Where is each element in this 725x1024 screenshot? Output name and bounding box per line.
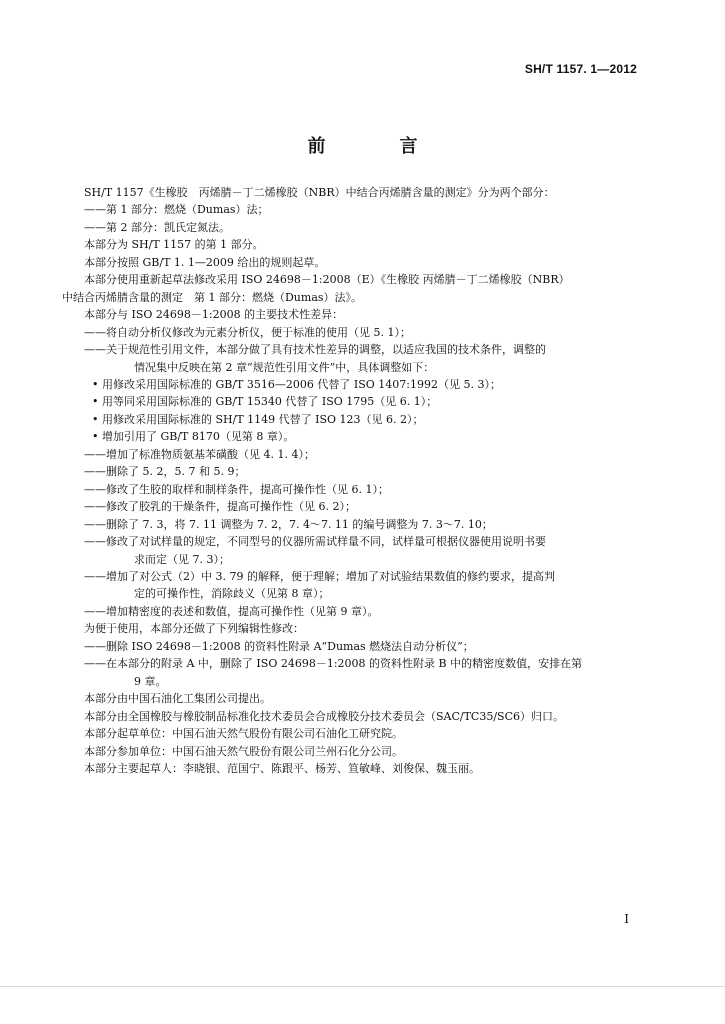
text-line: ——删除了 7. 3，将 7. 11 调整为 7. 2，7. 4～7. 11 的编号调整为 7. 3～7. 10； [84, 517, 493, 531]
text-line: ——修改了对试样量的规定，不同型号的仪器所需试样量不同，试样量可根据仪器使用说明书要 [84, 535, 546, 549]
text-line: • 增加引用了 GB/T 8170（见第 8 章）。 [92, 430, 295, 444]
text-line: • 用修改采用国际标准的 SH/T 1149 代替了 ISO 123（见 6. 2）； [92, 412, 424, 426]
text-line: SH/T 1157《生橡胶 丙烯腈－丁二烯橡胶（NBR）中结合丙烯腈含量的测定》分为两个部分： [84, 186, 555, 199]
text-line: ——关于规范性引用文件，本部分做了具有技术性差异的调整，以适应我国的技术条件，调整的 [84, 343, 546, 357]
text-line: 9 章。 [134, 674, 167, 688]
text-line: 本部分由全国橡胶与橡胶制品标准化技术委员会合成橡胶分技术委员会（SAC/TC35/SC6）归口。 [84, 709, 565, 723]
text-line: 本部分使用重新起草法修改采用 ISO 24698－1:2008（E）《生橡胶 丙烯腈－丁二烯橡胶（NBR） [84, 273, 570, 287]
text-line: ——修改了生胶的取样和制样条件，提高可操作性（见 6. 1）； [84, 482, 389, 496]
text-line: • 用等同采用国际标准的 GB/T 15340 代替了 ISO 1795（见 6. 1）； [92, 395, 438, 409]
text-line: ——第 2 部分：凯氏定氮法。 [84, 220, 230, 234]
text-line: 本部分主要起草人：李晓银、范国宁、陈跟平、杨芳、笪敏峰、刘俊保、魏玉丽。 [84, 761, 480, 775]
text-line: 本部分按照 GB/T 1. 1—2009 给出的规则起草。 [84, 255, 326, 269]
page-title: 前 言 [307, 136, 446, 157]
text-line: 本部分起草单位：中国石油天然气股份有限公司石油化工研究院。 [84, 727, 403, 741]
text-line: ——删除了 5. 2，5. 7 和 5. 9； [84, 465, 246, 479]
text-line: ——增加了对公式（2）中 3. 79 的解释，便于理解；增加了对试验结果数值的修约要求，提高判 [84, 569, 555, 583]
text-line: • 用修改采用国际标准的 GB/T 3516—2006 代替了 ISO 1407:1992（见 5. 3）； [92, 377, 501, 391]
text-line: 本部分由中国石油化工集团公司提出。 [84, 692, 271, 706]
text-line: ——删除 ISO 24698－1:2008 的资料性附录 A“Dumas 燃烧法自动分析仪”； [84, 639, 474, 653]
standard-code: SH/T 1157. 1—2012 [524, 62, 637, 76]
text-line: ——在本部分的附录 A 中，删除了 ISO 24698－1:2008 的资料性附录 B 中的精密度数值，安排在第 [84, 657, 583, 671]
text-line: ——增加精密度的表述和数值，提高可操作性（见第 9 章）。 [84, 604, 379, 618]
page-number: I [624, 912, 629, 926]
text-line: ——将自动分析仪修改为元素分析仪，便于标准的使用（见 5. 1）； [84, 325, 411, 339]
text-line: 为便于使用，本部分还做了下列编辑性修改： [84, 622, 304, 636]
text-line: ——第 1 部分：燃烧（Dumas）法； [84, 203, 269, 217]
text-line: ——修改了胶乳的干燥条件，提高可操作性（见 6. 2）； [84, 500, 356, 514]
text-line: 本部分与 ISO 24698－1:2008 的主要技术性差异： [84, 308, 344, 322]
text-line: 求而定（见 7. 3）； [134, 552, 230, 566]
text-line: 情况集中反映在第 2 章“规范性引用文件”中，具体调整如下： [134, 360, 435, 374]
text-line: ——增加了标准物质氨基苯磺酸（见 4. 1. 4）； [84, 447, 315, 461]
text-line: 中结合丙烯腈含量的测定 第 1 部分：燃烧（Dumas）法》。 [62, 290, 363, 304]
text-line: 定的可操作性，消除歧义（见第 8 章）； [134, 587, 330, 601]
text-line: 本部分为 SH/T 1157 的第 1 部分。 [84, 238, 264, 252]
foreword-body [62, 184, 642, 777]
page-bottom-rule [0, 986, 725, 987]
text-line: 本部分参加单位：中国石油天然气股份有限公司兰州石化分公司。 [84, 744, 403, 758]
